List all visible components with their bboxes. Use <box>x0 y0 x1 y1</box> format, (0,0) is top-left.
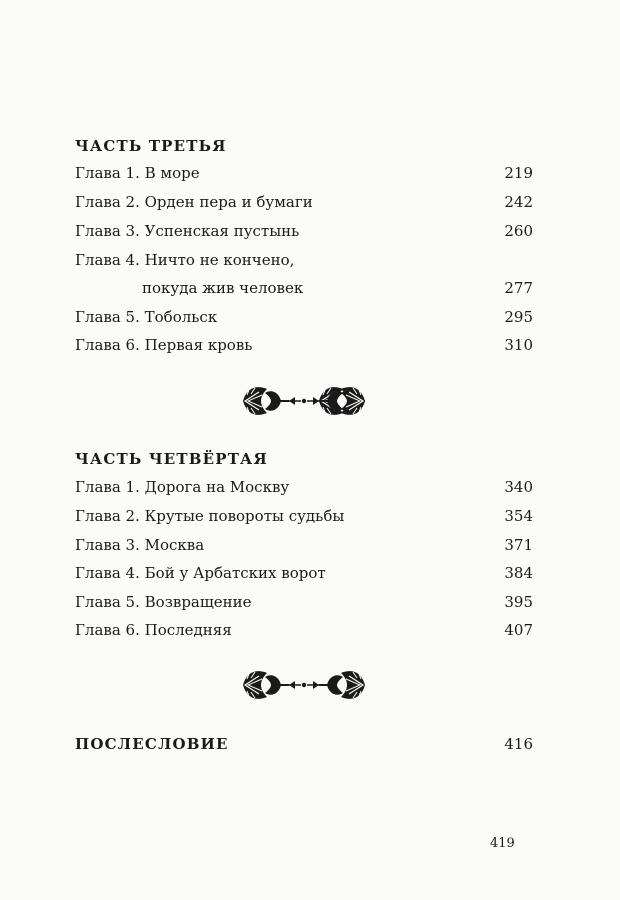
toc-entry <box>75 162 533 184</box>
chapter-label: Глава 5. Возвращение <box>75 593 252 611</box>
page-number: 340 <box>504 478 533 496</box>
toc-entry-continuation <box>75 277 533 299</box>
page-number: 384 <box>504 564 533 582</box>
chapter-label: Глава 5. Тобольск <box>75 308 218 326</box>
chapter-label: Глава 3. Москва <box>75 536 205 554</box>
toc-entry <box>75 619 533 641</box>
toc-entry <box>75 220 533 242</box>
toc-entry <box>75 334 533 356</box>
toc-entry-afterword <box>75 733 533 755</box>
toc-entry <box>75 191 533 213</box>
thistle-divider-icon <box>243 667 365 703</box>
toc-entry <box>75 476 533 498</box>
toc-entry <box>75 562 533 584</box>
chapter-label: Глава 4. Ничто не кончено, <box>75 251 295 269</box>
chapter-label: Глава 1. В море <box>75 164 200 182</box>
part-three-title: ЧАСТЬ ТРЕТЬЯ <box>75 137 227 155</box>
chapter-label: Глава 4. Бой у Арбатских ворот <box>75 564 326 582</box>
folio-page-number: 419 <box>490 836 515 851</box>
afterword-title: ПОСЛЕСЛОВИЕ <box>75 735 229 753</box>
page-number: 354 <box>504 507 533 525</box>
chapter-label: Глава 2. Орден пера и бумаги <box>75 193 313 211</box>
toc-entry <box>75 306 533 328</box>
chapter-label: Глава 6. Последняя <box>75 621 232 639</box>
page-number: 310 <box>504 336 533 354</box>
page-number: 295 <box>504 308 533 326</box>
toc-entry <box>75 249 533 271</box>
toc-entry <box>75 534 533 556</box>
page-number: 277 <box>504 279 533 297</box>
chapter-label: Глава 6. Первая кровь <box>75 336 253 354</box>
chapter-label: Глава 1. Дорога на Москву <box>75 478 290 496</box>
thistle-divider-icon <box>243 383 365 419</box>
page-number: 371 <box>504 536 533 554</box>
chapter-label-continuation: покуда жив человек <box>142 279 304 297</box>
page-number: 219 <box>504 164 533 182</box>
page-number: 416 <box>504 735 533 753</box>
page-number: 260 <box>504 222 533 240</box>
toc-entry <box>75 505 533 527</box>
part-four-title: ЧАСТЬ ЧЕТВЁРТАЯ <box>75 450 268 468</box>
page-number: 242 <box>504 193 533 211</box>
page-number: 407 <box>504 621 533 639</box>
toc-entry <box>75 591 533 613</box>
chapter-label: Глава 3. Успенская пустынь <box>75 222 300 240</box>
chapter-label: Глава 2. Крутые повороты судьбы <box>75 507 345 525</box>
page-number: 395 <box>504 593 533 611</box>
